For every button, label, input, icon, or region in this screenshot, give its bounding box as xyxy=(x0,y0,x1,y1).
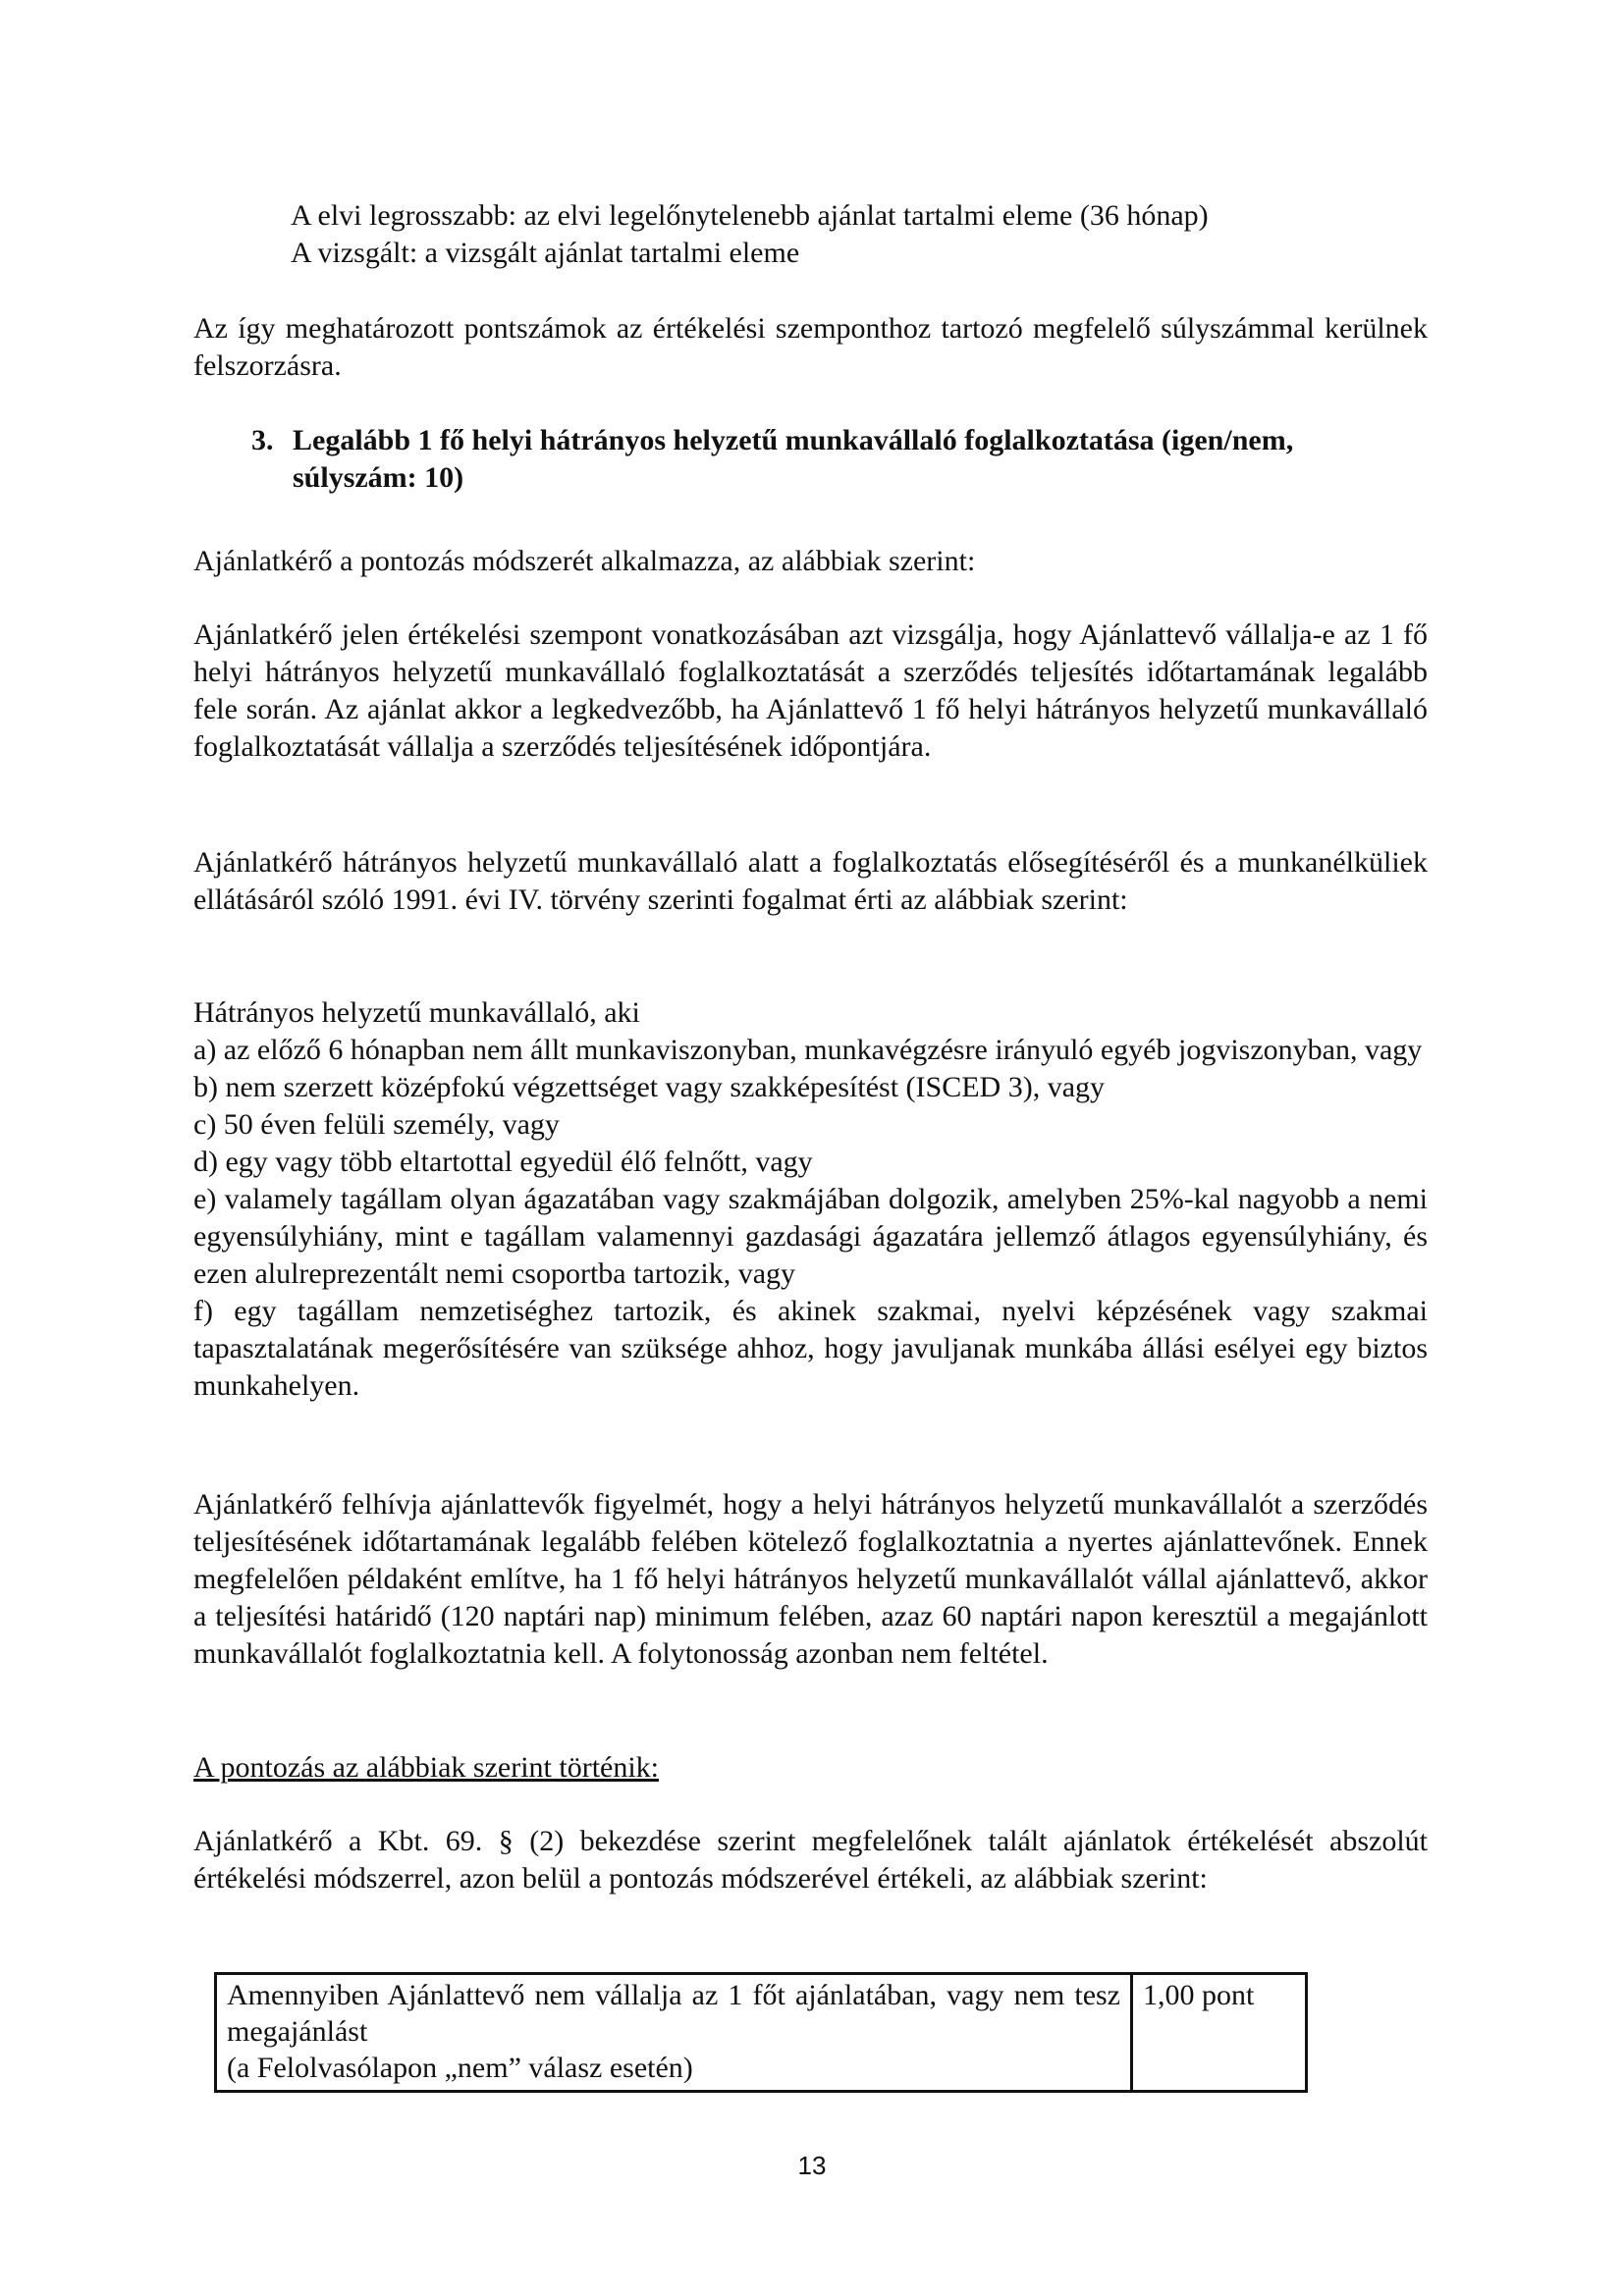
paragraph-method: Ajánlatkérő a pontozás módszerét alkalmazza, az alábbiak szerint: xyxy=(193,545,976,577)
cell-description-text: Amennyiben Ajánlattevő nem vállalja az 1 főt ajánlatában, vagy nem tesz megajánlást xyxy=(227,1979,1120,2048)
list-item: e) valamely tagállam olyan ágazatában vagy szakmájában dolgozik, amelyben 25%-kal nagyobb a nemi egyensúlyhiány, mint e tagállam valamennyi gazdasági ágazatára jellemző átlagos egyensúlyhiány, és ezen alulreprezentált nemi csoportba tartozik, vagy xyxy=(193,1183,1428,1290)
list-item: c) 50 éven felüli személy, vagy xyxy=(193,1108,560,1141)
list-item: b) nem szerzett középfokú végzettséget vagy szakképesítést (ISCED 3), vagy xyxy=(193,1071,1106,1103)
table-row xyxy=(216,1974,1307,2092)
paragraph-kbt: Ajánlatkérő a Kbt. 69. § (2) bekezdése szerint megfelelőnek talált ajánlatok értékelését abszolút értékelési módszerrel, azon belül a pontozás módszerével értékeli, az alábbiak szerint: xyxy=(193,1825,1428,1895)
section-title-line1: Legalább 1 fő helyi hátrányos helyzetű munkavállaló foglalkoztatása (igen/nem, xyxy=(293,424,1294,456)
scoring-heading: A pontozás az alábbiak szerint történik: xyxy=(193,1751,660,1784)
table-cell-description xyxy=(216,1974,1132,2092)
list-intro: Hátrányos helyzetű munkavállaló, aki xyxy=(193,996,640,1029)
paragraph-weighting: Az így meghatározott pontszámok az értékelési szemponthoz tartozó megfelelő súlyszámmal kerülnek felszorzásra. xyxy=(193,312,1428,382)
disadvantaged-list xyxy=(193,994,1428,1405)
list-item: a) az előző 6 hónapban nem állt munkaviszonyban, munkavégzésre irányuló egyéb jogviszonyban, vagy xyxy=(193,1034,1423,1066)
paragraph-notice: Ajánlatkérő felhívja ajánlattevők figyelmét, hogy a helyi hátrányos helyzetű munkavállalót a szerződés teljesítésének időtartamának legalább felében kötelező foglalkoztatnia a nyertes ajánlattevőnek. Ennek megfelelően példaként említve, ha 1 fő helyi hátrányos helyzetű munkavállalót vállal ajánlattevő, akkor a teljesítési határidő (120 naptári nap) minimum felében, azaz 60 naptári napon keresztül a megajánlott munkavállalót foglalkoztatnia kell. A folytonosság azonban nem feltétel. xyxy=(193,1488,1428,1670)
scoring-table xyxy=(214,1972,1308,2093)
section-title-line2: súlyszám: 10) xyxy=(293,461,464,494)
list-item: d) egy vagy több eltartottal egyedül élő felnőtt, vagy xyxy=(193,1146,813,1178)
paragraph-examines: Ajánlatkérő jelen értékelési szempont vonatkozásában azt vizsgálja, hogy Ajánlattevő vállalja-e az 1 fő helyi hátrányos helyzetű munkavállaló foglalkoztatását a szerződés teljesítés időtartamának legalább fele során. Az ajánlat akkor a legkedvezőbb, ha Ajánlattevő 1 fő helyi hátrányos helyzetű munkavállaló foglalkoztatását vállalja a szerződés teljesítésének időpontjára. xyxy=(193,618,1428,763)
section-number: 3. xyxy=(251,424,274,456)
paragraph-definition: Ajánlatkérő hátrányos helyzetű munkavállaló alatt a foglalkoztatás elősegítéséről és a munkanélküliek ellátásáról szóló 1991. évi IV. törvény szerinti fogalmat érti az alábbiak szerint: xyxy=(193,846,1428,916)
cell-description-note: (a Felolvasólapon „nem” válasz esetén) xyxy=(227,2052,693,2084)
legend-line-examined: A vizsgált: a vizsgált ajánlat tartalmi eleme xyxy=(291,237,800,269)
list-item: f) egy tagállam nemzetiséghez tartozik, és akinek szakmai, nyelvi képzésének vagy szakmai tapasztalatának megerősítésére van szüksége ahhoz, hogy javuljanak munkába állási esélyei egy biztos munkahelyen. xyxy=(193,1295,1428,1402)
legend-line-worst: A elvi legrosszabb: az elvi legelőnytelenebb ajánlat tartalmi eleme (36 hónap) xyxy=(291,199,1209,232)
formula-legend xyxy=(291,197,1371,272)
section-heading xyxy=(251,422,1428,497)
table-cell-points: 1,00 pont xyxy=(1132,1974,1307,2092)
page-number: 13 xyxy=(797,2151,827,2180)
